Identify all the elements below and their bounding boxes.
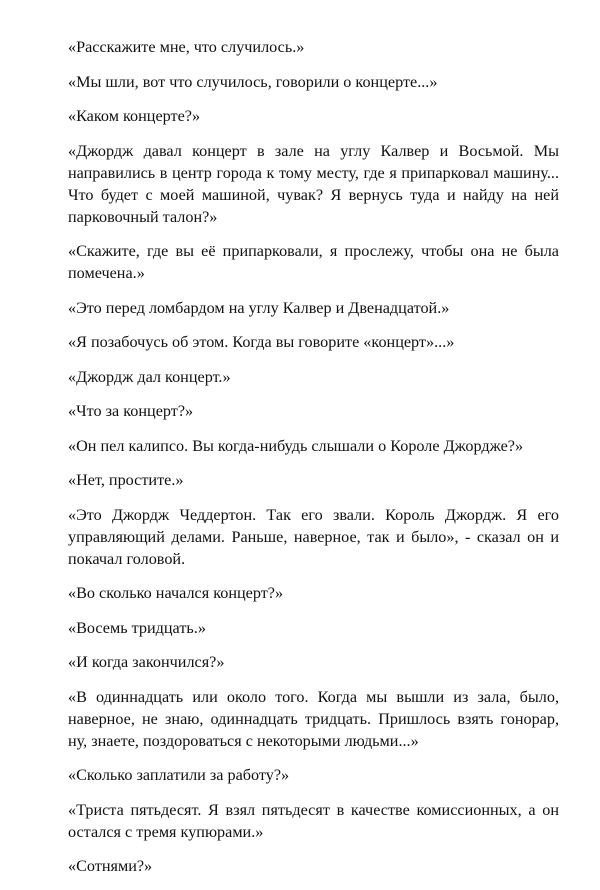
paragraph-3: «Каком концерте?» (68, 107, 201, 125)
paragraph-8: «Джордж дал концерт.» (68, 367, 231, 386)
paragraph-12: «Это Джордж Чеддертон. Так его звали. Король Джордж. Я его управляющий делами. Раньше, наверное, так и было», - сказал он и покачал головой. (68, 505, 559, 568)
paragraph-10: «Он пел калипсо. Вы когда-нибудь слышали о Короле Джордже?» (68, 436, 524, 455)
paragraph-11: «Нет, простите.» (68, 471, 184, 489)
paragraph-16: «В одиннадцать или около того. Когда мы вышли из зала, было, наверное, не знаю, одиннадцать тридцать. Пришлось взять гонорар, ну, знаете, поздороваться с некоторыми людьми...» (68, 687, 559, 750)
paragraph-18: «Триста пятьдесят. Я взял пятьдесят в качестве комиссионных, а он остался с тремя купюрами.» (68, 800, 559, 841)
paragraph-4: «Джордж давал концерт в зале на углу Калвер и Восьмой. Мы направились в центр города к тому месту, где я припарковал машину... Что будет с моей машиной, чувак? Я вернусь туда и найду на ней парковочный талон?» (68, 141, 559, 226)
paragraph-5: «Скажите, где вы её припарковали, я прослежу, чтобы она не была помечена.» (68, 242, 559, 282)
paragraph-13: «Во сколько начался концерт?» (68, 584, 284, 602)
paragraph-15: «И когда закончился?» (68, 653, 225, 671)
paragraph-9: «Что за концерт?» (68, 402, 194, 420)
document-page (68, 36, 559, 890)
paragraph-17: «Сколько заплатили за работу?» (68, 766, 290, 784)
paragraph-1: «Расскажите мне, что случилось.» (68, 38, 305, 56)
paragraph-19: «Сотнями?» (68, 857, 153, 875)
paragraph-14: «Восемь тридцать.» (68, 618, 206, 637)
paragraph-6: «Это перед ломбардом на углу Калвер и Двенадцатой.» (68, 298, 450, 317)
paragraph-7: «Я позабочусь об этом. Когда вы говорите «концерт»...» (68, 333, 455, 351)
paragraph-2: «Мы шли, вот что случилось, говорили о концерте...» (68, 72, 438, 91)
